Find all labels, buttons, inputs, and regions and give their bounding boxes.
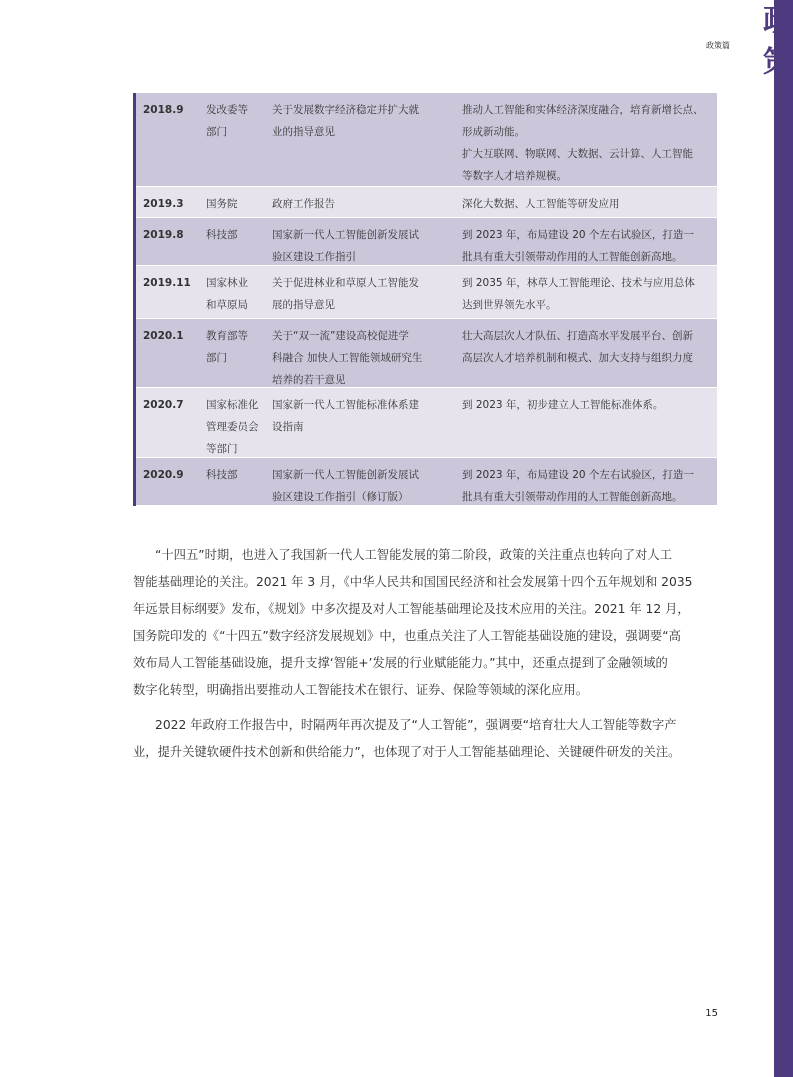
desc-cell xyxy=(462,99,716,187)
section-tag: 政策篇 xyxy=(706,41,730,50)
table-row xyxy=(136,218,717,266)
title-cell-line: 业的指导意见 xyxy=(272,126,335,138)
paragraph-line: 效布局人工智能基础设施，提升支撑‘智能+’发展的行业赋能能力。”其中，还重点提到了金融领域的 xyxy=(133,656,668,670)
org-cell-line: 管理委员会 xyxy=(206,421,259,433)
side-title-char-1: 政 xyxy=(763,3,793,38)
org-cell-line: 国家标准化 xyxy=(206,399,259,411)
paragraph-line: 国务院印发的《“十四五”数字经济发展规划》中，也重点关注了人工智能基础设施的建设，强调要“高 xyxy=(133,629,681,643)
desc-cell xyxy=(462,224,716,268)
org-cell xyxy=(206,193,268,215)
org-cell-line: 等部门 xyxy=(206,443,238,455)
org-cell xyxy=(206,272,268,316)
org-cell-line: 教育部等 xyxy=(206,330,248,342)
desc-cell-line: 形成新动能。 xyxy=(462,126,525,138)
org-cell xyxy=(206,99,268,143)
year-cell: 2018.9 xyxy=(143,104,184,116)
paragraph-line: 年远景目标纲要》发布，《规划》中多次提及对人工智能基础理论及技术应用的关注。2021 年 12 月， xyxy=(133,602,690,616)
desc-cell-line: 到 2023 年，布局建设 20 个左右试验区，打造一 xyxy=(462,229,694,241)
desc-cell-line: 批具有重大引领带动作用的人工智能创新高地。 xyxy=(462,491,683,503)
title-cell-line: 设指南 xyxy=(272,421,304,433)
desc-cell-line: 到 2023 年，初步建立人工智能标准体系。 xyxy=(462,399,664,411)
body-paragraph-2 xyxy=(133,712,719,766)
paragraph-line: 业，提升关键软硬件技术创新和供给能力”，也体现了对于人工智能基础理论、关键硬件研发的关注。 xyxy=(133,745,681,759)
year-cell: 2020.9 xyxy=(143,469,184,481)
policy-table xyxy=(133,93,717,506)
org-cell xyxy=(206,464,268,486)
desc-cell xyxy=(462,325,716,369)
title-cell-line: 政府工作报告 xyxy=(272,198,335,210)
desc-cell xyxy=(462,272,716,316)
title-cell-line: 培养的若干意见 xyxy=(272,374,346,386)
page-number: 15 xyxy=(705,1008,718,1019)
side-title-char-2: 策 xyxy=(763,45,793,80)
year-cell: 2019.3 xyxy=(143,198,184,210)
title-cell-line: 验区建设工作指引 xyxy=(272,251,356,263)
table-row xyxy=(136,187,717,218)
desc-cell-line: 高层次人才培养机制和模式、加大支持与组织力度 xyxy=(462,352,693,364)
paragraph-line: 智能基础理论的关注。2021 年 3 月，《中华人民共和国国民经济和社会发展第十四个五年规划和 2035 xyxy=(133,575,693,589)
desc-cell xyxy=(462,193,716,215)
org-cell xyxy=(206,394,268,460)
year-cell: 2019.8 xyxy=(143,229,184,241)
table-row xyxy=(136,319,717,388)
title-cell-line: 验区建设工作指引（修订版） xyxy=(272,491,409,503)
title-cell xyxy=(272,224,452,268)
body-paragraph-1 xyxy=(133,542,719,704)
title-cell-line: 科融合 加快人工智能领域研究生 xyxy=(272,352,423,364)
title-cell xyxy=(272,325,452,391)
org-cell-line: 发改委等 xyxy=(206,104,248,116)
title-cell xyxy=(272,193,452,215)
title-cell-line: 国家新一代人工智能标准体系建 xyxy=(272,399,419,411)
paragraph-line: 2022 年政府工作报告中，时隔两年再次提及了“人工智能”，强调要“培育壮大人工智能等数字产 xyxy=(155,718,677,732)
title-cell xyxy=(272,99,452,143)
desc-cell xyxy=(462,464,716,508)
table-row xyxy=(136,93,717,187)
desc-cell-line: 壮大高层次人才队伍、打造高水平发展平台、创新 xyxy=(462,330,693,342)
title-cell xyxy=(272,464,452,508)
title-cell-line: 国家新一代人工智能创新发展试 xyxy=(272,469,419,481)
org-cell-line: 和草原局 xyxy=(206,299,248,311)
title-cell-line: 关于“双一流”建设高校促进学 xyxy=(272,330,409,342)
title-cell-line: 关于发展数字经济稳定并扩大就 xyxy=(272,104,419,116)
desc-cell xyxy=(462,394,716,416)
org-cell xyxy=(206,224,268,246)
org-cell-line: 部门 xyxy=(206,352,227,364)
org-cell-line: 国家林业 xyxy=(206,277,248,289)
title-cell xyxy=(272,394,452,438)
desc-cell-line: 推动人工智能和实体经济深度融合，培育新增长点、 xyxy=(462,104,704,116)
org-cell-line: 科技部 xyxy=(206,469,238,481)
desc-cell-line: 达到世界领先水平。 xyxy=(462,299,557,311)
title-cell-line: 国家新一代人工智能创新发展试 xyxy=(272,229,419,241)
year-cell: 2020.7 xyxy=(143,399,184,411)
title-cell xyxy=(272,272,452,316)
org-cell xyxy=(206,325,268,369)
year-cell: 2020.1 xyxy=(143,330,184,342)
title-cell-line: 展的指导意见 xyxy=(272,299,335,311)
paragraph-line: “十四五”时期，也进入了我国新一代人工智能发展的第二阶段，政策的关注重点也转向了对人工 xyxy=(155,548,672,562)
desc-cell-line: 等数字人才培养规模。 xyxy=(462,170,567,182)
table-row xyxy=(136,388,717,458)
desc-cell-line: 批具有重大引领带动作用的人工智能创新高地。 xyxy=(462,251,683,263)
title-cell-line: 关于促进林业和草原人工智能发 xyxy=(272,277,419,289)
desc-cell-line: 扩大互联网、物联网、大数据、云计算、人工智能 xyxy=(462,148,693,160)
table-row xyxy=(136,458,717,506)
side-accent-bar xyxy=(774,0,793,1077)
org-cell-line: 科技部 xyxy=(206,229,238,241)
desc-cell-line: 深化大数据、人工智能等研发应用 xyxy=(462,198,620,210)
desc-cell-line: 到 2035 年，林草人工智能理论、技术与应用总体 xyxy=(462,277,695,289)
desc-cell-line: 到 2023 年，布局建设 20 个左右试验区，打造一 xyxy=(462,469,694,481)
year-cell: 2019.11 xyxy=(143,277,191,289)
org-cell-line: 部门 xyxy=(206,126,227,138)
paragraph-line: 数字化转型，明确指出要推动人工智能技术在银行、证券、保险等领域的深化应用。 xyxy=(133,683,588,697)
org-cell-line: 国务院 xyxy=(206,198,238,210)
table-row xyxy=(136,266,717,319)
